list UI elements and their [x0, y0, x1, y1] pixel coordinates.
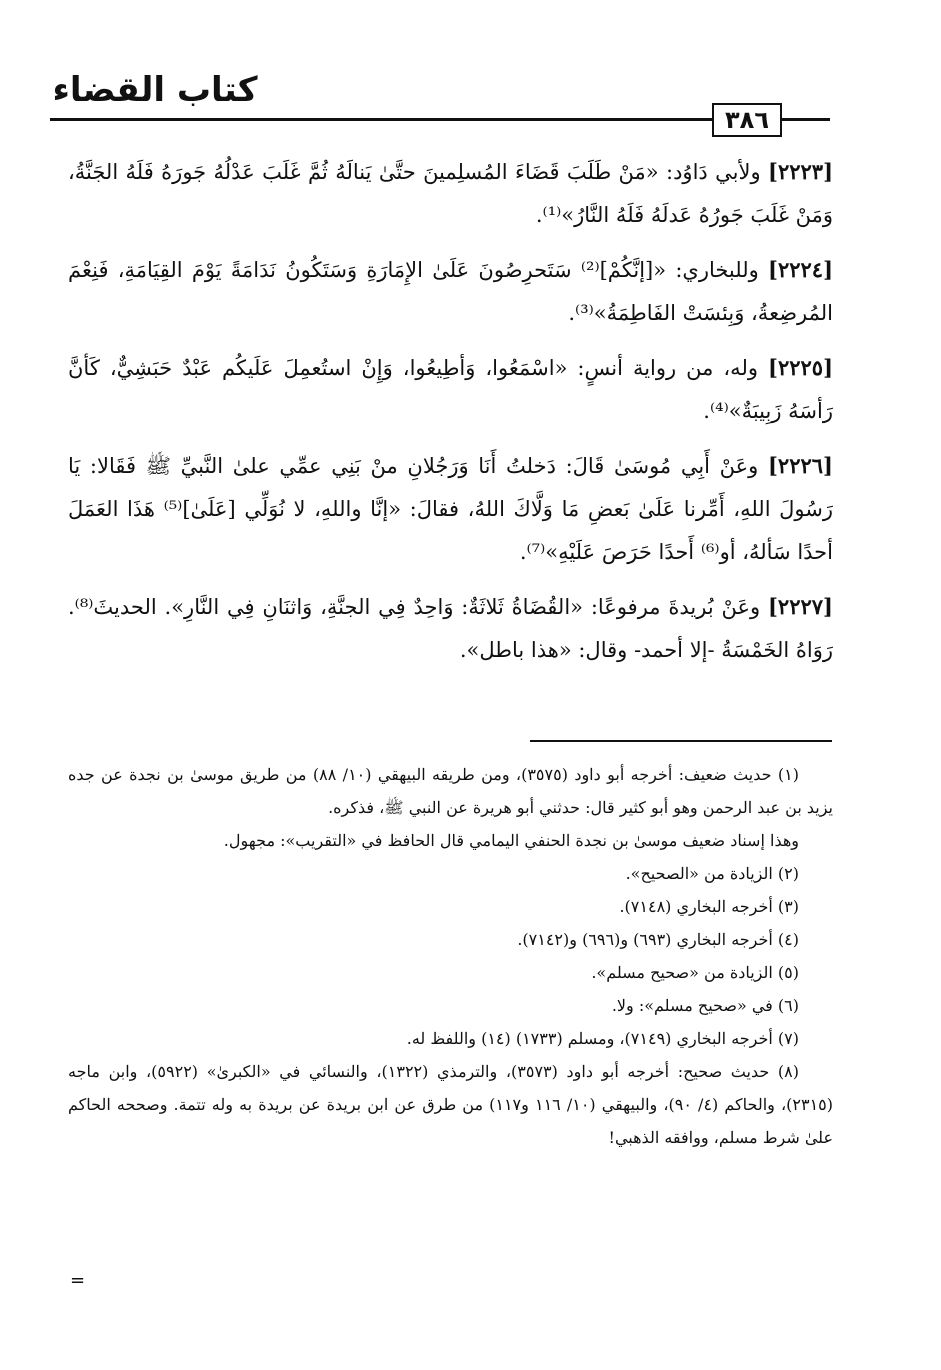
hadith-paragraph — [68, 150, 833, 237]
hadith-text: وعَنْ أَبِي مُوسَىٰ قَالَ: دَخلتُ أَنَا وَرَجُلانِ منْ بَنِي عمِّي علىٰ النَّبيِّ ﷺ فَقَالا: يَا رَسُولَ اللهِ، أَمِّرنا عَلَىٰ بَعضِ مَا وَلَّاكَ اللهُ، فقالَ: «إنَّا واللهِ، لا نُوَلِّي [عَلَىٰ]⁽⁵⁾ هَذَا العَمَلَ أحدًا سَألهُ، أو⁽⁶⁾ أَحدًا حَرَصَ عَلَيْهِ»⁽⁷⁾. — [68, 454, 833, 564]
footnote: (٥) الزيادة من «صحيح مسلم». — [591, 963, 799, 982]
running-header-title: كتاب القضاء — [52, 70, 258, 110]
page-number: ٣٨٦ — [712, 103, 782, 137]
footnote: (٧) أخرجه البخاري (٧١٤٩)، ومسلم (١٧٣٣) (١٤) واللفظ له. — [406, 1029, 799, 1048]
hadith-text: وللبخاري: «[إنَّكُمْ]⁽²⁾ سَتَحرِصُونَ عَلَىٰ الإِمَارَةِ وَسَتَكُونُ نَدَامَةً يَوْمَ القِيَامَةِ، فَنِعْمَ المُرضِعةُ، وَبِئسَتْ الفَاطِمَةُ»⁽³⁾. — [68, 258, 833, 325]
main-text — [68, 150, 833, 683]
hadith-text: ولأبي دَاوُد: «مَنْ طَلَبَ قَضَاءَ المُسلِمينَ حتَّىٰ يَنالَهُ ثُمَّ غَلَبَ عَدْلُهُ جَورَهُ فَلَهُ الجَنَّةُ، وَمَنْ غَلَبَ جَورُهُ عَدلَهُ فَلَهُ النَّارُ»⁽¹⁾. — [68, 160, 833, 227]
hadith-paragraph — [68, 444, 833, 574]
hadith-text: وعَنْ بُريدةَ مرفوعًا: «القُضَاةُ ثَلاثَةٌ: وَاحِدٌ فِي الجنَّةِ، وَاثنَانِ فِي النَّارِ». الحديثَ⁽⁸⁾. رَوَاهُ الخَمْسَةُ -إلا أحمد- وقال: «هذا باطل». — [68, 595, 833, 662]
hadith-number: [٢٢٢٦] — [767, 453, 833, 478]
footnote: (٢) الزيادة من «الصحيح». — [625, 864, 799, 883]
footnote: (٦) في «صحيح مسلم»: ولا. — [611, 996, 799, 1015]
footnote: (٣) أخرجه البخاري (٧١٤٨). — [619, 897, 799, 916]
hadith-number: [٢٢٢٤] — [768, 257, 834, 282]
hadith-paragraph — [68, 248, 833, 335]
footnote: وهذا إسناد ضعيف موسىٰ بن نجدة الحنفي اليمامي قال الحافظ في «التقريب»: مجهول. — [223, 831, 799, 850]
continuation-mark: = — [70, 1270, 86, 1291]
hadith-paragraph — [68, 585, 833, 672]
hadith-text: وله، من رواية أنسٍ: «اسْمَعُوا، وَأطِيعُوا، وَإِنْ استُعمِلَ عَلَيكُم عَبْدٌ حَبَشِيٌّ، كَأنَّ رَأسَهُ زَبِيبَةٌ»⁽⁴⁾. — [68, 356, 833, 423]
footnote: (١) حديث ضعيف: أخرجه أبو داود (٣٥٧٥)، ومن طريقه البيهقي (١٠/ ٨٨) من طريق موسىٰ بن نجدة عن جده يزيد بن عبد الرحمن وهو أبو كثير قال: حدثني أبو هريرة عن النبي ﷺ، فذكره. — [68, 765, 833, 817]
footnote-divider — [530, 740, 832, 742]
footnotes — [68, 758, 833, 1154]
footnote: (٤) أخرجه البخاري (٦٩٣) و(٦٩٦) و(٧١٤٢). — [517, 930, 799, 949]
hadith-paragraph — [68, 346, 833, 433]
hadith-number: [٢٢٢٧] — [767, 594, 833, 619]
hadith-number: [٢٢٢٥] — [768, 355, 833, 380]
hadith-number: [٢٢٢٣] — [768, 159, 833, 184]
footnote: (٨) حديث صحيح: أخرجه أبو داود (٣٥٧٣)، والترمذي (١٣٢٢)، والنسائي في «الكبرىٰ» (٥٩٢٢)، وابن ماجه (٢٣١٥)، والحاكم (٤/ ٩٠)، والبيهقي (١٠/ ١١٦ و١١٧) من طرق عن ابن بريدة عن بريدة به وله تتمة. وصححه الحاكم علىٰ شرط مسلم، ووافقه الذهبي! — [68, 1062, 834, 1147]
